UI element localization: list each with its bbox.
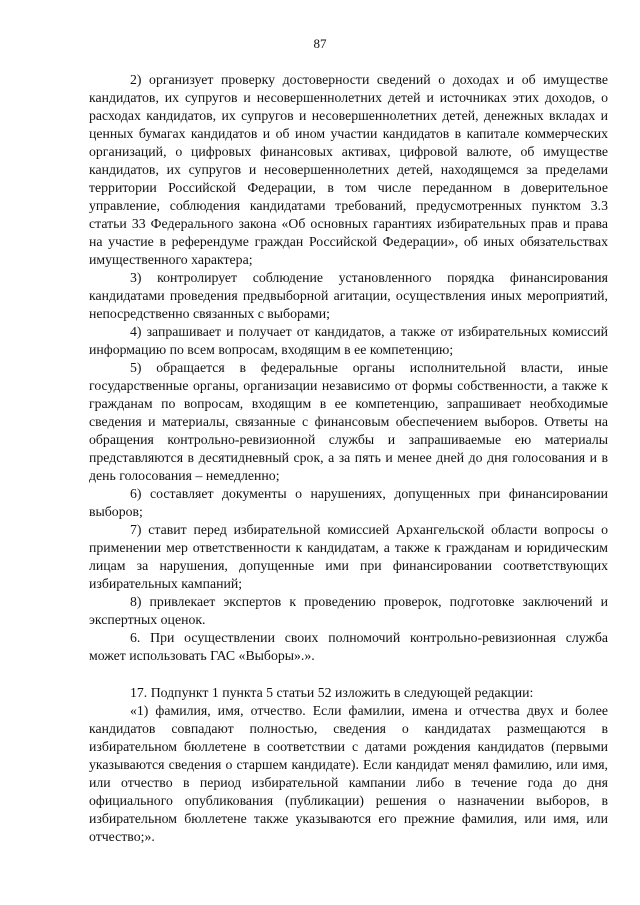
paragraph-item-7: 7) ставит перед избирательной комиссией Архангельской области вопросы о применении мер ответственности к кандидатам, а также к гражданам и юридическим лицам за нарушения, допущенные ими при финансировании соответствующих избирательных кампаний; (89, 522, 608, 591)
paragraph-item-2: 2) организует проверку достоверности сведений о доходах и об имуществе кандидатов, их супругов и несовершеннолетних детей и источниках этих доходов, о расходах кандидатов, их супругов и несовершеннолетних детей, денежных вкладах и ценных бумагах кандидатов и об ином участии кандидатов в капитале коммерческих организаций, о цифровых финансовых активах, цифровой валюте, об имуществе кандидатов, их супругов и несовершеннолетних детей, находящемся за пределами территории Российской Федерации, в том числе переданном в доверительное управление, соблюдения кандидатами требований, предусмотренных пунктом 3.3 статьи 33 Федерального закона «Об основных гарантиях избирательных прав и права на участие в референдуме граждан Российской Федерации», об иных обязательствах имущественного характера; (89, 72, 608, 267)
amendment-17-text: «1) фамилия, имя, отчество. Если фамилии, имена и отчества двух и более кандидатов совпадают полностью, сведения о кандидатах размещаются в избирательном бюллетене в соответствии с датами рождения кандидатов (первыми указываются сведения о старшем кандидате). Если кандидат менял фамилию, или имя, или отчество в период избирательной кампании либо в течение года до дня официального опубликования (публикации) решения о назначении выборов, в избирательном бюллетене также указываются его прежние фамилия, или имя, или отчество;». (89, 703, 608, 844)
paragraph-gap (89, 665, 608, 684)
amendment-17-heading: 17. Подпункт 1 пункта 5 статьи 52 изложить в следующей редакции: (130, 685, 534, 700)
paragraph-item-6: 6) составляет документы о нарушениях, допущенных при финансировании выборов; (89, 486, 608, 519)
document-body (89, 71, 608, 846)
page-number: 87 (313, 36, 327, 51)
paragraph-point-6: 6. При осуществлении своих полномочий контрольно-ревизионная служба может использовать ГАС «Выборы».». (89, 630, 608, 663)
paragraph-item-5: 5) обращается в федеральные органы исполнительной власти, иные государственные органы, организации независимо от формы собственности, а также к гражданам по вопросам, входящим в ее компетенцию, запрашивает необходимые сведения и материалы, связанные с финансовым обеспечением выборов. Ответы на обращения контрольно-ревизионной службы и запрашиваемые ею материалы представляются в десятидневный срок, а за пять и менее дней до дня голосования и в день голосования – немедленно; (89, 360, 608, 483)
paragraph-item-4: 4) запрашивает и получает от кандидатов, а также от избирательных комиссий информацию по всем вопросам, входящим в ее компетенцию; (89, 324, 608, 357)
paragraph-item-3: 3) контролирует соблюдение установленного порядка финансирования кандидатами проведения предвыборной агитации, осуществления иных мероприятий, непосредственно связанных с выборами; (89, 270, 608, 321)
paragraph-item-8: 8) привлекает экспертов к проведению проверок, подготовке заключений и экспертных оценок. (89, 594, 608, 627)
